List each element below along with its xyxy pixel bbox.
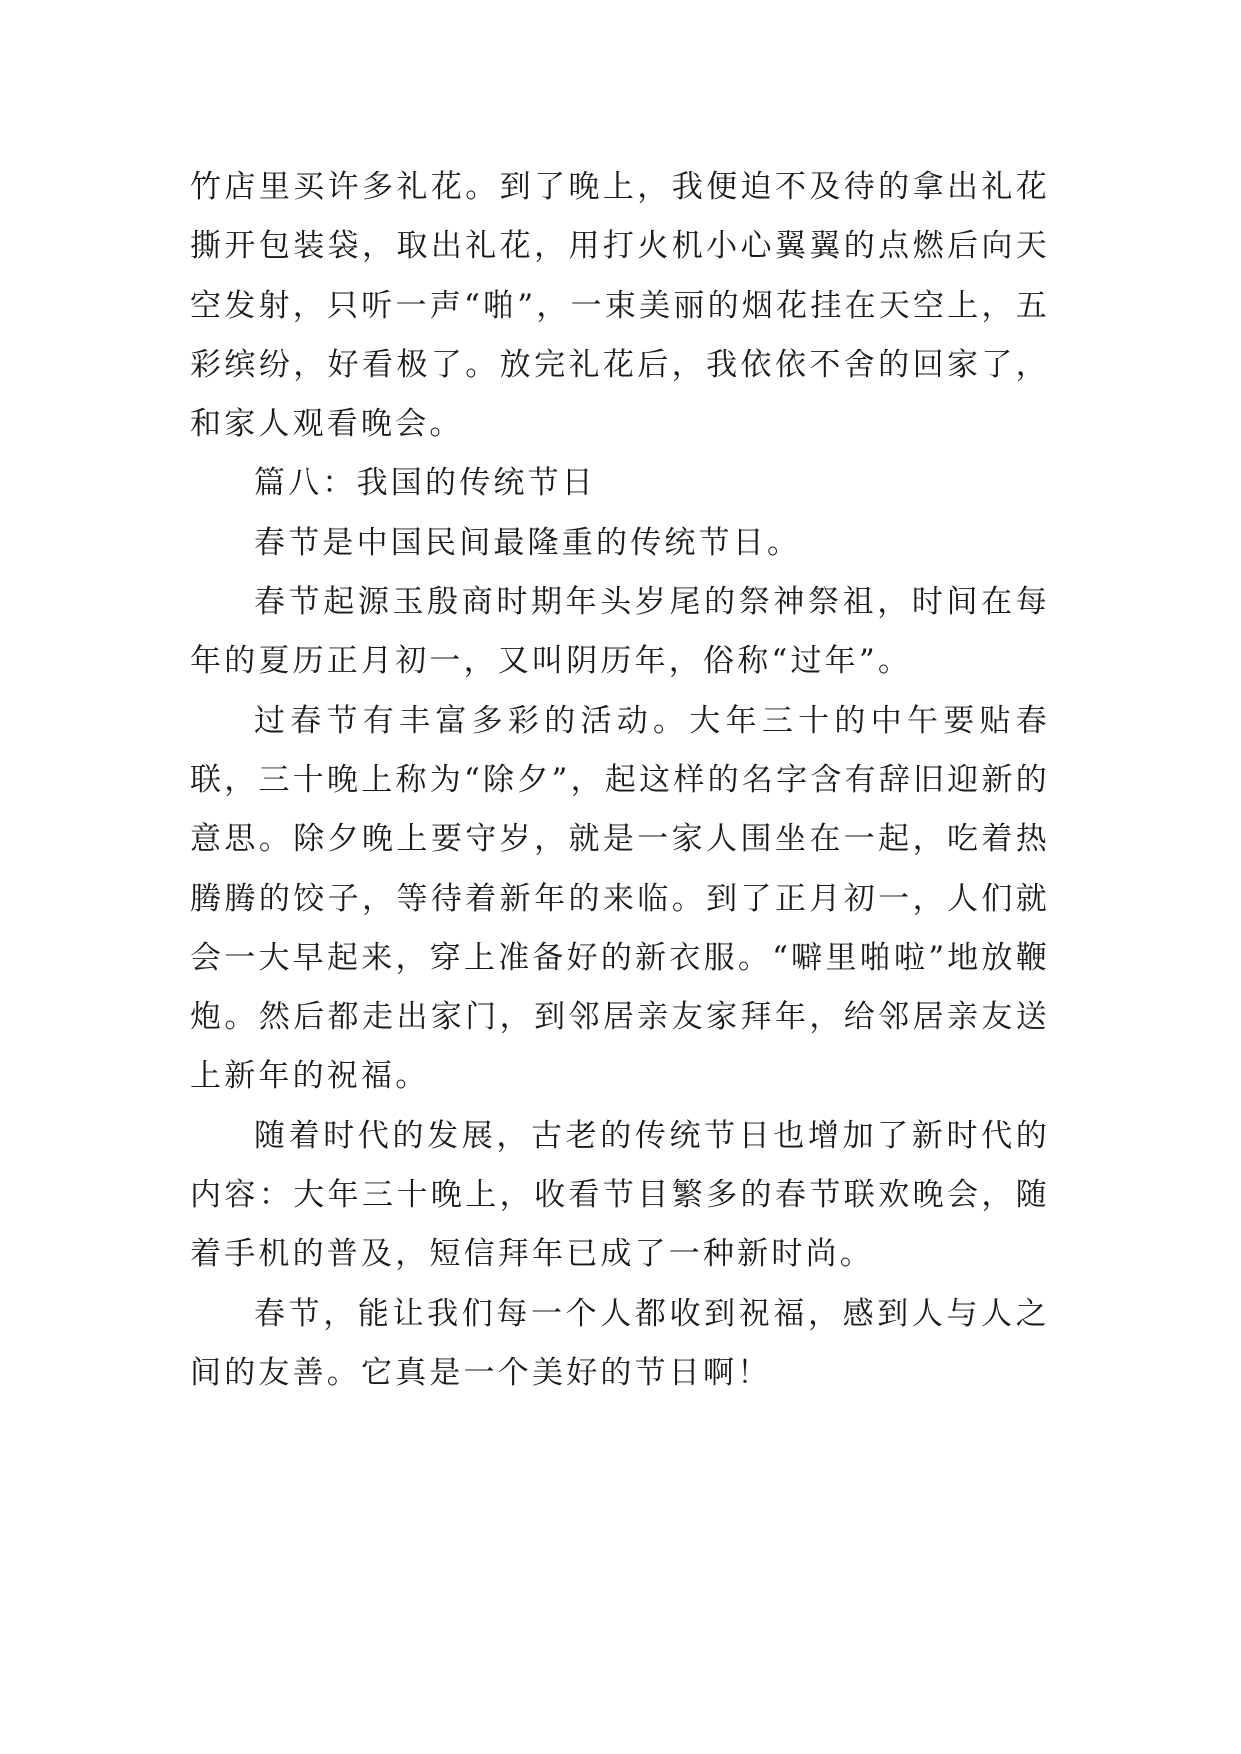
paragraph-continued: 竹店里买许多礼花。到了晚上，我便迫不及待的拿出礼花撕开包装袋，取出礼花，用打火机小心翼翼的点燃后向天空发射，只听一声“啪”，一束美丽的烟花挂在天空上，五彩缤纷，好看极了。放完礼花后，我依依不舍的回家了，和家人观看晚会。 bbox=[190, 169, 1050, 443]
paragraph: 随着时代的发展，古老的传统节日也增加了新时代的内容：大年三十晚上，收看节目繁多的春节联欢晚会，随着手机的普及，短信拜年已成了一种新时尚。 bbox=[190, 1117, 1050, 1273]
document-body bbox=[190, 158, 1050, 1403]
section-heading: 篇八：我国的传统节日 bbox=[254, 465, 596, 502]
paragraph: 春节，能让我们每一个人都收到祝福，感到人与人之间的友善。它真是一个美好的节日啊！ bbox=[190, 1295, 1050, 1391]
paragraph: 春节是中国民间最隆重的传统节日。 bbox=[254, 524, 802, 561]
paragraph: 过春节有丰富多彩的活动。大年三十的中午要贴春联，三十晚上称为“除夕”，起这样的名字含有辞旧迎新的意思。除夕晚上要守岁，就是一家人围坐在一起，吃着热腾腾的饺子，等待着新年的来临。到了正月初一，人们就会一大早起来，穿上准备好的新衣服。“噼里啪啦”地放鞭炮。然后都走出家门，到邻居亲友家拜年，给邻居亲友送上新年的祝福。 bbox=[190, 702, 1050, 1095]
paragraph: 春节起源玉殷商时期年头岁尾的祭神祭祖，时间在每年的夏历正月初一，又叫阴历年，俗称“过年”。 bbox=[190, 584, 1050, 680]
